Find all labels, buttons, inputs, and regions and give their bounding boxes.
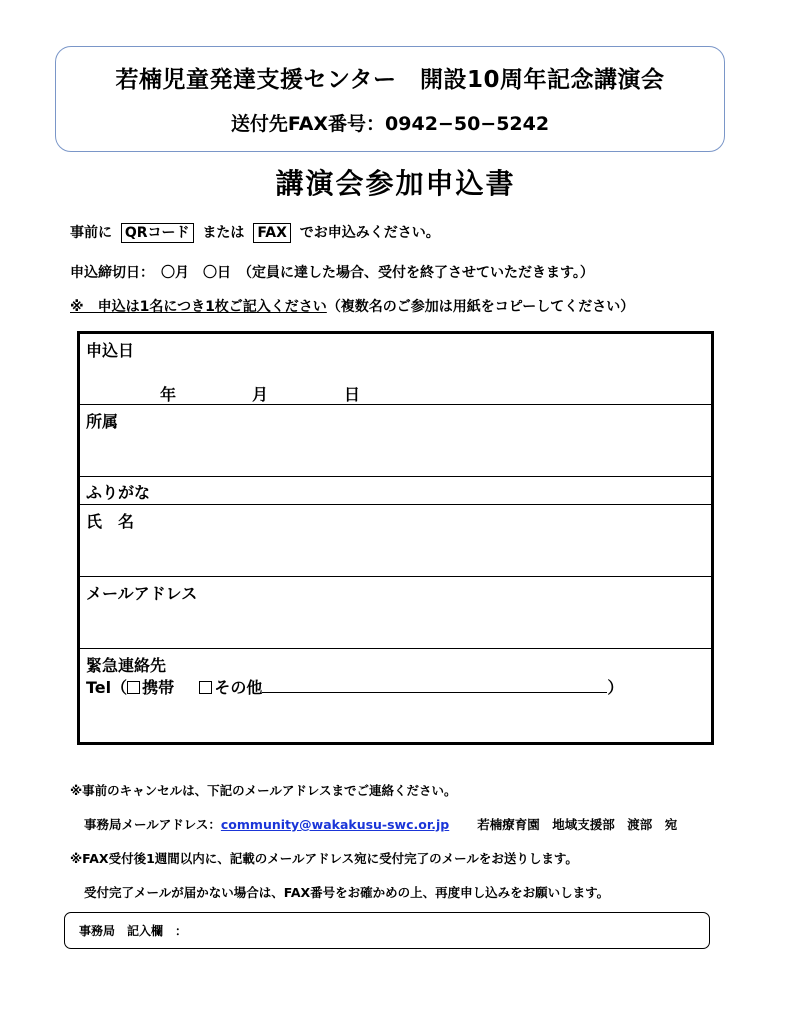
month-label: 月: [252, 385, 269, 404]
name-label: 氏 名: [86, 512, 135, 531]
event-title: 若楠児童発達支援センター 開設10周年記念講演会: [115, 67, 665, 93]
office-use-box: [64, 912, 710, 949]
form-row-name[interactable]: [80, 505, 711, 577]
deadline-line: 申込締切日： 〇月 〇日 （定員に達した場合、受付を終了させていただきます。）: [70, 265, 594, 281]
fax-label: FAX: [253, 223, 291, 243]
fax-receipt-note: ※FAX受付後1週間以内に、記載のメールアドレス宛に受付完了のメールをお送りします。: [70, 851, 578, 866]
year-label: 年: [160, 385, 177, 404]
notice-line: ※ 申込は1名につき1枚ご記入ください（複数名のご参加は用紙をコピーしてください）: [70, 299, 635, 315]
cancel-note: ※事前のキャンセルは、下記のメールアドレスまでご連絡ください。: [70, 783, 457, 798]
mobile-checkbox[interactable]: [127, 681, 140, 694]
day-label: 日: [344, 385, 361, 404]
form-row-email[interactable]: [80, 577, 711, 649]
form-row-affiliation[interactable]: [80, 405, 711, 477]
office-email-link[interactable]: community@wakakusu-swc.or.jp: [220, 817, 450, 832]
application-form: [77, 331, 714, 745]
other-phone-blank[interactable]: [262, 676, 607, 693]
other-checkbox[interactable]: [199, 681, 212, 694]
fax-check-note: 受付完了メールが届かない場合は、FAX番号をお確かめの上、再度申し込みをお願いします。: [84, 885, 610, 900]
emergency-label: 緊急連絡先: [86, 656, 167, 675]
affiliation-label: 所属: [86, 412, 119, 431]
date-label: 申込日: [86, 341, 135, 360]
apply-method-line: 事前に QRコード または FAX でお申込みください。: [70, 225, 440, 241]
qr-code-label: QRコード: [121, 223, 194, 243]
tel-line: Tel（ 携帯 その他 ）: [86, 678, 624, 697]
email-label: メールアドレス: [86, 584, 198, 603]
form-row-emergency[interactable]: [80, 649, 711, 742]
notice-underlined: ※ 申込は1名につき1枚ご記入ください: [70, 299, 327, 315]
fax-number: 送付先FAX番号：0942−50−5242: [230, 113, 550, 135]
header-box: [55, 46, 725, 152]
furigana-label: ふりがな: [86, 483, 151, 502]
page-title: 講演会参加申込書: [275, 167, 516, 200]
form-row-furigana[interactable]: [80, 477, 711, 505]
office-email-line: 事務局メールアドレス：community@wakakusu-swc.or.jp 若楠療育園 地域支援部 渡部 宛: [84, 817, 678, 832]
form-row-date[interactable]: [80, 334, 711, 405]
office-use-label: 事務局 記入欄 ：: [79, 924, 188, 938]
